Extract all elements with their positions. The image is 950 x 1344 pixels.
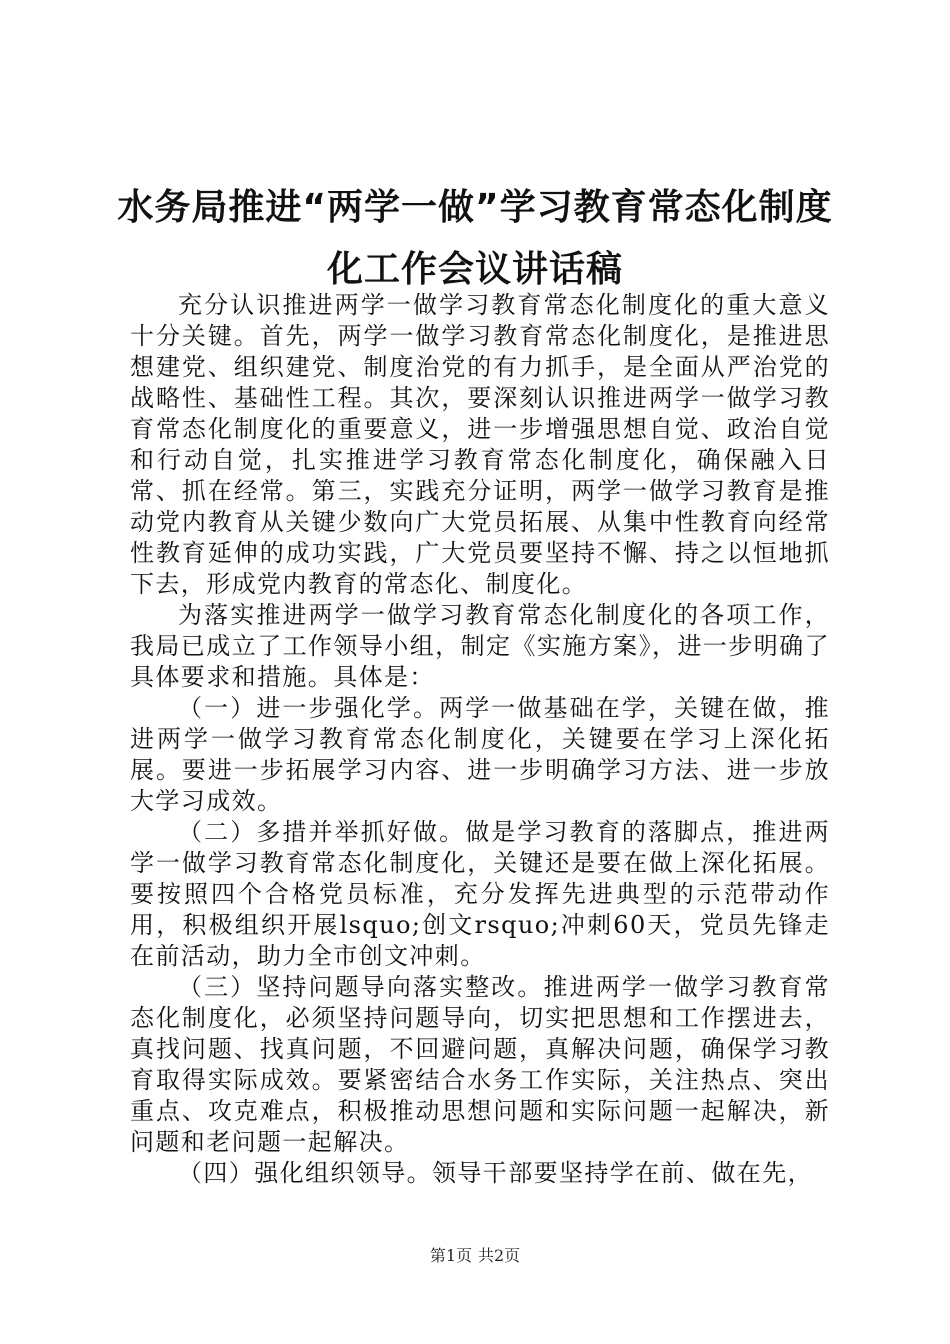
paragraph-implementation: 为落实推进两学一做学习教育常态化制度化的各项工作，我局已成立了工作领导小组，制定《实施方案》，进一步明确了具体要求和措施。具体是： — [130, 601, 830, 691]
paragraph-item-2: （二）多措并举抓好做。做是学习教育的落脚点，推进两学一做学习教育常态化制度化，关键还是要在做上深化拓展。要按照四个合格党员标准，充分发挥先进典型的示范带动作用，积极组织开展lsquo;创文rsquo;冲刺60天，党员先锋走在前活动，助力全市创文冲刺。 — [130, 818, 830, 970]
document-title-line-1: 水务局推进“两学一做”学习教育常态化制度 — [117, 187, 833, 228]
paragraph-item-4: （四）强化组织领导。领导干部要坚持学在前、做在先， — [178, 1159, 813, 1187]
document-body — [130, 290, 830, 1189]
paragraph-item-3: （三）坚持问题导向落实整改。推进两学一做学习教育常态化制度化，必须坚持问题导向，切实把思想和工作摆进去，真找问题、找真问题，不回避问题，真解决问题，确保学习教育取得实际成效。要紧密结合水务工作实际，关注热点、突出重点、攻克难点，积极推动思想问题和实际问题一起解决，新问题和老问题一起解决。 — [130, 973, 830, 1156]
paragraph-item-1: （一）进一步强化学。两学一做基础在学，关键在做，推进两学一做学习教育常态化制度化，关键要在学习上深化拓展。要进一步拓展学习内容、进一步明确学习方法、进一步放大学习成效。 — [130, 694, 830, 815]
document-title-line-2: 化工作会议讲话稿 — [326, 249, 623, 290]
paragraph-significance: 充分认识推进两学一做学习教育常态化制度化的重大意义十分关键。首先，两学一做学习教育常态化制度化，是推进思想建党、组织建党、制度治党的有力抓手，是全面从严治党的战略性、基础性工程。其次，要深刻认识推进两学一做学习教育常态化制度化的重要意义，进一步增强思想自觉、政治自觉和行动自觉，扎实推进学习教育常态化制度化，确保融入日常、抓在经常。第三，实践充分证明，两学一做学习教育是推动党内教育从关键少数向广大党员拓展、从集中性教育向经常性教育延伸的成功实践，广大党员要坚持不懈、持之以恒地抓下去，形成党内教育的常态化、制度化。 — [130, 291, 830, 598]
page-number: 第1页 — [429, 1246, 472, 1265]
page-total: 共2页 — [478, 1246, 521, 1265]
page-footer — [0, 1246, 950, 1266]
